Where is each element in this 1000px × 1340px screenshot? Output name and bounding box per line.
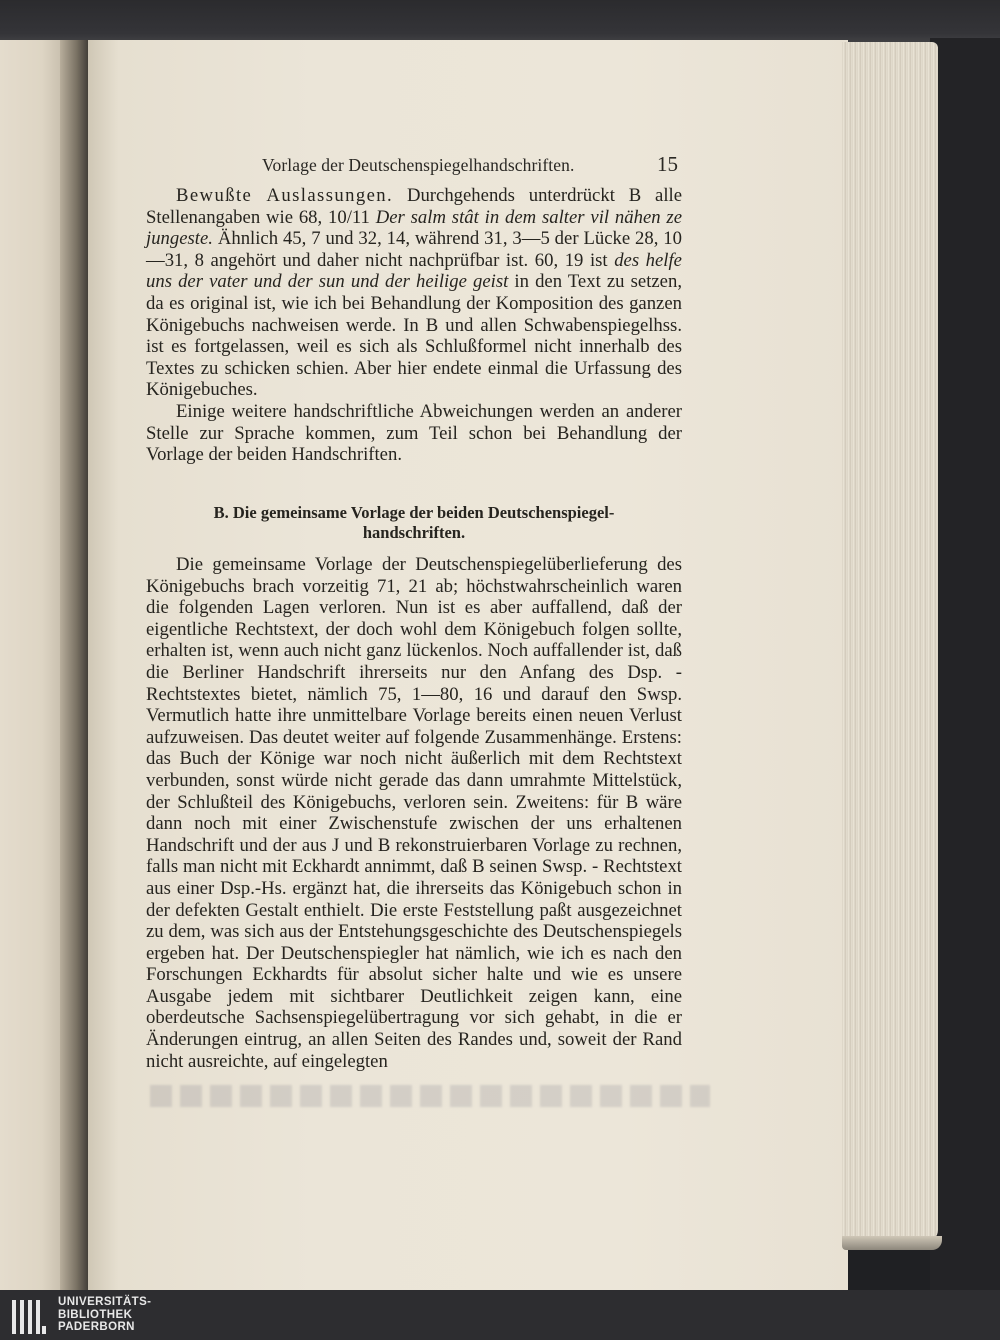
italic-quote: des helfe uns der vater und der sun und der heilige geist <box>146 249 682 293</box>
paragraph-omissions <box>146 185 682 401</box>
section-heading-line: handschriften. <box>362 523 466 542</box>
italic-quote: Der salm stât in dem salter vil nähen ze jungeste. <box>146 206 682 250</box>
paragraph-common-source: Die gemeinsame Vorlage der Deutschenspiegelüberlieferung des Königebuchs brach vorzeitig 71, 21 ab; höchstwahrscheinlich waren die folgenden Lagen verloren. Nun ist es aber auffallend, daß der eigentliche Rechtstext, der doch wohl dem Königebuch folgen sollte, erhalten ist, wenn auch nicht ganz lückenlos. Noch auffallender ist, daß die Berliner Handschrift ihrerseits nur den Anfang des Dsp. - Rechtstextes bietet, nämlich 75, 1—80, 16 und darauf den Swsp. Vermutlich hatte ihre unmittelbare Vorlage bereits einen neuen Verlust aufzuweisen. Das deutet weiter auf folgende Zusammenhänge. Erstens: das Buch der Könige war noch nicht äußerlich mit dem Rechtstext verbunden, sonst würde nicht gerade das dann umrahmte Mittelstück, der Schlußteil des Königebuchs, verloren sein. Zweitens: für B wäre dann noch mit einer Zwischenstufe zwischen der uns erhaltenen Handschrift und der aus J und B rekonstruierbaren Vorlage zu rechnen, falls man nicht mit Eckhardt annimmt, daß B seinen Swsp. - Rechtstext aus einer Dsp.-Hs. ergänzt hat, die ihrerseits das Königebuch schon in der defekten Gestalt enthielt. Die erste Feststellung paßt ausgezeichnet zu dem, was sich aus der Entstehungsgeschichte des Deutschenspiegels ergeben hat. Der Deutschenspiegler hat nämlich, wie ich es nach den Forschungen Eckhardts für absolut sicher halte und wie es unsere Ausgabe jedem mit sichtbarer Deutlichkeit zeigen kann, eine oberdeutsche Sachsenspiegelübertragung vor sich gehabt, in die er Änderungen eintrug, an allen Seiten des Randes und, soweit der Rand nicht ausreichte, auf eingelegten <box>146 554 682 1072</box>
library-logo-text <box>58 1296 151 1334</box>
body-text-lower <box>146 554 682 1072</box>
page-edges <box>842 42 938 1242</box>
page-edges-bottom <box>842 1236 942 1250</box>
page-number: 15 <box>657 152 678 176</box>
running-header: Vorlage der Deutschenspiegelhandschriften. <box>262 155 575 175</box>
paragraph-text: Durchgehends unterdrückt B alle Stellenangaben wie 68, 10/11 <box>146 185 682 228</box>
book-gutter <box>60 40 90 1290</box>
paragraph-text: Ähnlich 45, 7 und 32, 14, während 31, 3—5 der Lücke 28, 10—31, 8 angehört und daher nicht nachprüfbar ist. 60, 19 ist <box>146 228 682 271</box>
logo-line: PADERBORN <box>58 1321 135 1333</box>
spaced-heading: Bewußte Auslassungen. <box>176 185 394 206</box>
paragraph-text: in den Text zu setzen, da es original ist, wie ich bei Behandlung der Komposition des ganzen Königebuchs nachweisen werde. In B und allen Schwabenspiegelhss. ist es fortgelassen, weil es sich als Schlußformel nicht innerhalb des Textes zu schicken schien. Aber hier endete einmal die Urfassung des Königebuches. <box>146 271 682 401</box>
logo-line: UNIVERSITÄTS- <box>58 1296 152 1308</box>
section-heading <box>146 503 682 543</box>
logo-line: BIBLIOTHEK <box>58 1308 133 1321</box>
show-through-text <box>150 1085 710 1107</box>
paragraph-variants: Einige weitere handschriftliche Abweichungen werden an anderer Stelle zur Sprache kommen, zum Teil schon bei Behandlung der Vorlage der beiden Handschriften. <box>146 400 682 466</box>
library-logo-icon <box>12 1298 46 1336</box>
body-text-upper <box>146 185 682 466</box>
section-heading-line: B. Die gemeinsame Vorlage der beiden Deutschenspiegel- <box>213 503 615 522</box>
background-shadow <box>930 38 1000 1290</box>
